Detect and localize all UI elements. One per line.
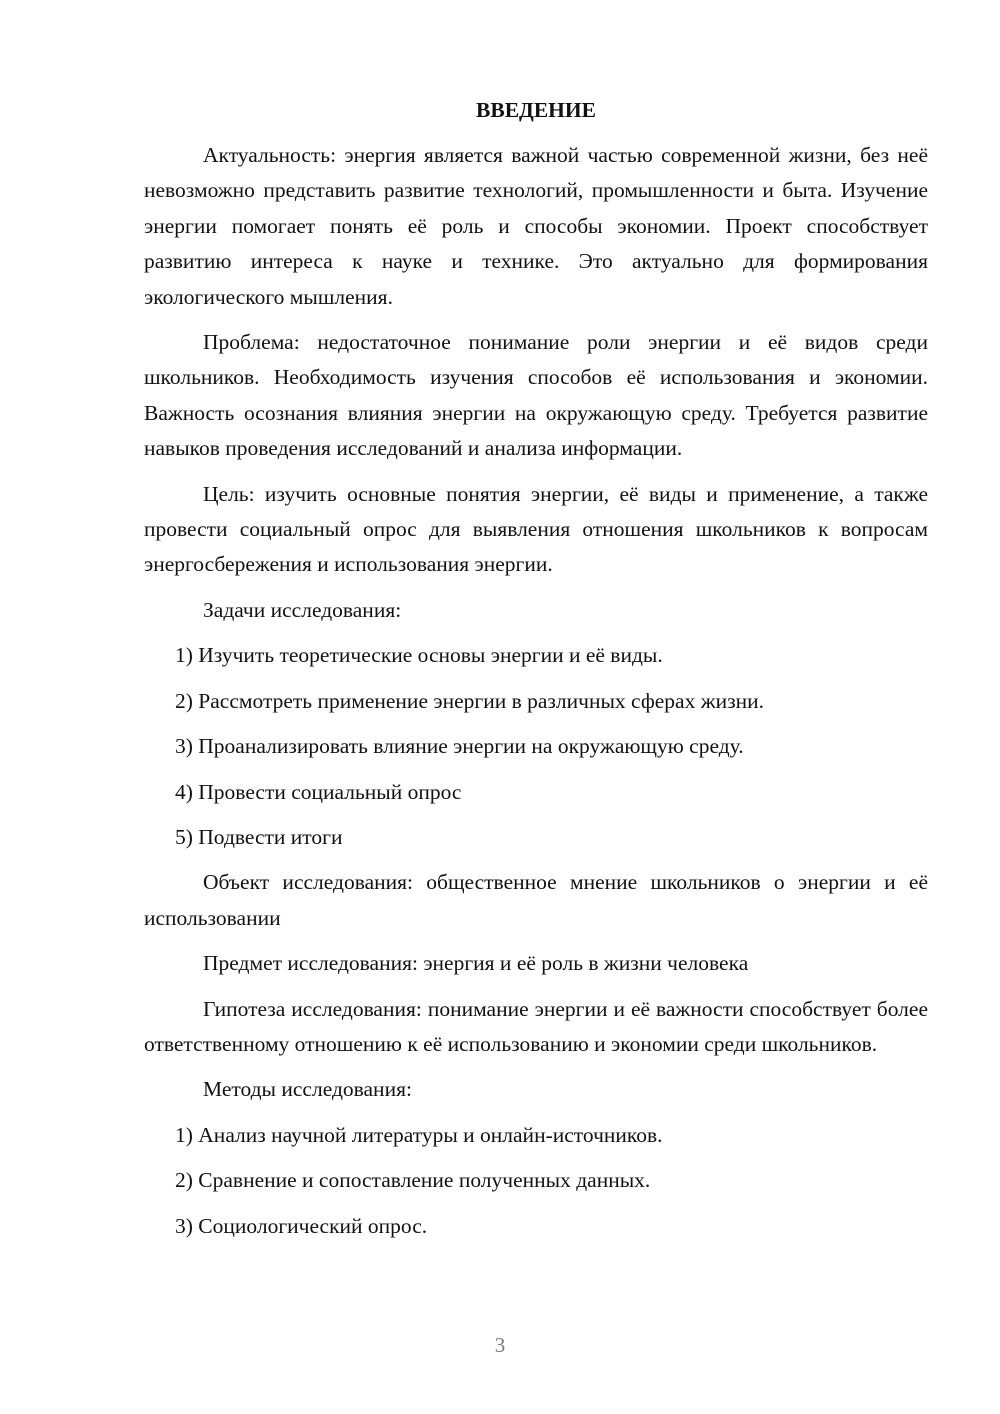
- relevance-paragraph: Актуальность: энергия является важной частью современной жизни, без неё невозможно представить развитие технологий, промышленности и быта. Изучение энергии помогает понять её роль и способы экономии. Проект способствует развитию интереса к науке и технике. Это актуально для формирования экологического мышления.: [144, 143, 928, 309]
- method-item: 1) Анализ научной литературы и онлайн-источников.: [175, 1122, 663, 1147]
- methods-heading: Методы исследования:: [203, 1077, 412, 1102]
- hypothesis-paragraph: Гипотеза исследования: понимание энергии и её важности способствует более ответственному отношению к её использованию и экономии среди школьников.: [144, 996, 928, 1056]
- page-number: 3: [494, 1333, 506, 1357]
- method-item: 3) Социологический опрос.: [175, 1213, 428, 1238]
- task-item: 5) Подвести итоги: [175, 824, 343, 849]
- task-item: 3) Проанализировать влияние энергии на окружающую среду.: [175, 734, 744, 759]
- method-item: 2) Сравнение и сопоставление полученных данных.: [175, 1168, 651, 1193]
- problem-paragraph: Проблема: недостаточное понимание роли энергии и её видов среди школьников. Необходимость изучения способов её использования и экономии. Важность осознания влияния энергии на окружающую среду. Требуется развитие навыков проведения исследований и анализа информации.: [144, 330, 928, 461]
- methods-list: [144, 1118, 928, 1244]
- object-paragraph: Объект исследования: общественное мнение школьников о энергии и её использовании: [144, 870, 928, 930]
- subject-paragraph: Предмет исследования: энергия и её роль в жизни человека: [203, 951, 749, 976]
- tasks-list: [144, 638, 928, 855]
- page-content: [144, 95, 928, 1254]
- task-item: 4) Провести социальный опрос: [175, 779, 462, 804]
- task-item: 2) Рассмотреть применение энергии в различных сферах жизни.: [175, 688, 764, 713]
- page-title: ВВЕДЕНИЕ: [476, 98, 596, 122]
- task-item: 1) Изучить теоретические основы энергии и её виды.: [175, 643, 663, 668]
- goal-paragraph: Цель: изучить основные понятия энергии, её виды и применение, а также провести социальный опрос для выявления отношения школьников к вопросам энергосбережения и использования энергии.: [144, 481, 928, 577]
- tasks-heading: Задачи исследования:: [203, 597, 402, 622]
